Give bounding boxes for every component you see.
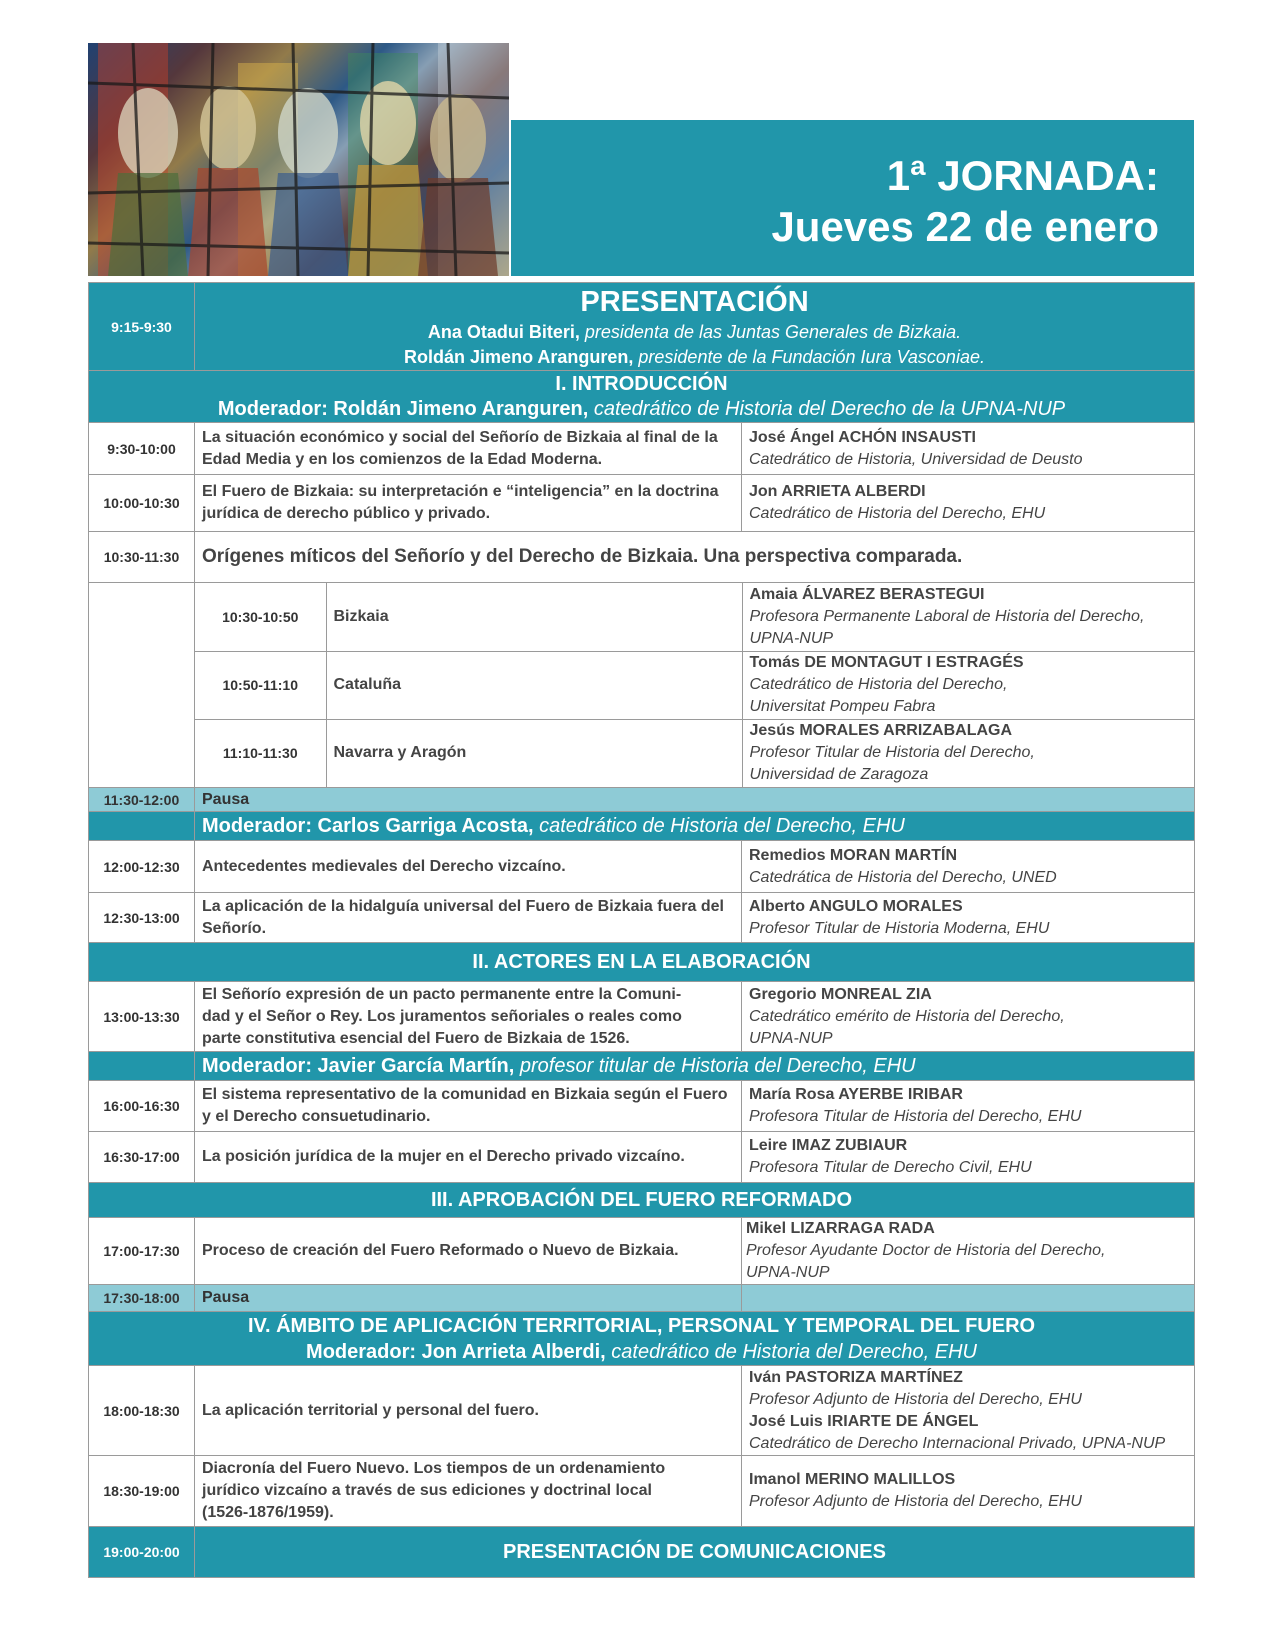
speaker-name: Remedios MORAN MARTÍN xyxy=(749,846,958,864)
speaker-affiliation: Universitat Pompeu Fabra xyxy=(749,698,936,715)
speaker-cell xyxy=(742,583,1195,651)
speaker-cell xyxy=(742,1456,1195,1527)
speaker-cell xyxy=(742,423,1195,475)
time-cell: 10:30-10:50 xyxy=(195,583,326,651)
time-cell: 18:30-19:00 xyxy=(89,1456,195,1527)
section-title: II. ACTORES EN LA ELABORACIÓN xyxy=(89,943,1195,982)
speaker-name: Alberto ANGULO MORALES xyxy=(749,897,963,915)
topic-line: dad y el Señor o Rey. Los juramentos señoriales o reales como xyxy=(202,1007,682,1025)
session-row xyxy=(89,1132,1195,1183)
section-header-1 xyxy=(89,371,1195,423)
moderator-name: Moderador: Javier García Martín, xyxy=(202,1055,515,1077)
time-cell: 19:00-20:00 xyxy=(89,1527,195,1578)
speaker-role: Catedrático de Derecho Internacional Privado, UPNA-NUP xyxy=(749,1434,1166,1452)
moderator-line xyxy=(195,1052,1195,1081)
speaker-role: Profesora Permanente Laboral de Historia del Derecho, xyxy=(749,607,1145,625)
speaker-role: Catedrática de Historia del Derecho, UNED xyxy=(749,868,1057,886)
subsession-group xyxy=(89,583,1195,788)
moderator-line xyxy=(96,397,1187,422)
speaker-role: Catedrático emérito de Historia del Derecho, xyxy=(749,1007,1065,1025)
topic-cell xyxy=(195,982,742,1052)
speaker-cell xyxy=(742,1132,1195,1183)
topic-cell: La posición jurídica de la mujer en el Derecho privado vizcaíno. xyxy=(195,1132,742,1183)
speaker-role: Profesor Adjunto de Historia del Derecho, EHU xyxy=(749,1493,1082,1510)
topic-line: (1526-1876/1959). xyxy=(202,1504,334,1521)
topic-cell: Orígenes míticos del Señorío y del Derecho de Bizkaia. Una perspectiva comparada. xyxy=(195,532,1195,583)
empty-time-cell xyxy=(89,583,195,788)
speaker-name: María Rosa AYERBE IRIBAR xyxy=(749,1086,963,1103)
speaker-affiliation: UPNA-NUP xyxy=(746,1264,830,1281)
speaker-role: Profesora Titular de Historia del Derecho, EHU xyxy=(749,1108,1082,1125)
speaker-name: Iván PASTORIZA MARTÍNEZ xyxy=(749,1368,963,1386)
speaker-name: Jesús MORALES ARRIZABALAGA xyxy=(749,722,1013,740)
time-cell: 9:15-9:30 xyxy=(89,283,195,371)
speaker-cell xyxy=(742,651,1195,719)
time-cell: 10:30-11:30 xyxy=(89,532,195,583)
topic-cell: Antecedentes medievales del Derecho vizcaíno. xyxy=(195,841,742,893)
stained-glass-photo xyxy=(88,43,509,276)
time-cell: 17:30-18:00 xyxy=(89,1285,195,1312)
stained-glass-illustration xyxy=(88,43,509,276)
speaker-name: Amaia ÁLVAREZ BERASTEGUI xyxy=(749,585,985,603)
speaker-name: Mikel LIZARRAGA RADA xyxy=(746,1220,935,1237)
time-cell: 18:00-18:30 xyxy=(89,1366,195,1456)
subsession-row xyxy=(195,583,1195,651)
presentation-cell xyxy=(195,283,1195,371)
topic-line: parte constitutiva esencial del Fuero de Bizkaia de 1526. xyxy=(202,1029,630,1047)
topic-cell: El Fuero de Bizkaia: su interpretación e “inteligencia” en la doctrina jurídica de derecho público y privado. xyxy=(195,475,742,532)
time-cell: 9:30-10:00 xyxy=(89,423,195,475)
time-cell: 16:30-17:00 xyxy=(89,1132,195,1183)
empty-time-cell xyxy=(89,1052,195,1081)
topic-cell: El sistema representativo de la comunidad en Bizkaia según el Fuero y el Derecho consuetudinario. xyxy=(195,1081,742,1132)
topic-line: jurídico vizcaíno a través de sus ediciones y doctrinal local xyxy=(202,1482,652,1499)
break-label: Pausa xyxy=(195,788,1195,812)
speaker-cell xyxy=(742,1366,1195,1456)
time-cell: 16:00-16:30 xyxy=(89,1081,195,1132)
empty-cell xyxy=(742,1285,1195,1312)
moderator-role: profesor titular de Historia del Derecho, EHU xyxy=(514,1055,916,1077)
moderator-name: Moderador: Jon Arrieta Alberdi, xyxy=(306,1340,606,1363)
section-title: PRESENTACIÓN DE COMUNICACIONES xyxy=(195,1527,1195,1578)
session-row xyxy=(89,893,1195,943)
section-header-3 xyxy=(89,1183,1195,1218)
speaker-name: Ana Otadui Biteri, xyxy=(427,321,580,342)
speaker-name: Roldán Jimeno Aranguren, xyxy=(404,346,634,367)
topic-cell: La aplicación territorial y personal del fuero. xyxy=(195,1366,742,1456)
speaker-role: Catedrático de Historia del Derecho, xyxy=(749,676,1008,693)
section-header-4 xyxy=(89,1312,1195,1366)
speaker-role: Profesor Titular de Historia Moderna, EHU xyxy=(749,919,1050,937)
session-row xyxy=(89,1218,1195,1285)
moderator-name: Moderador: Roldán Jimeno Aranguren, xyxy=(217,397,589,420)
speaker-affiliation: UPNA-NUP xyxy=(749,1029,833,1047)
subsession-cell xyxy=(195,583,1195,788)
place-cell: Cataluña xyxy=(326,651,742,719)
time-cell: 12:30-13:00 xyxy=(89,893,195,943)
title-line-1: 1ª JORNADA: xyxy=(886,152,1159,199)
speaker-role: Catedrático de Historia del Derecho, EHU xyxy=(749,505,1046,522)
moderator-row xyxy=(89,1052,1195,1081)
moderator-line xyxy=(96,1339,1187,1365)
session-row xyxy=(89,841,1195,893)
session-row xyxy=(89,1366,1195,1456)
place-cell: Navarra y Aragón xyxy=(326,719,742,787)
session-row xyxy=(89,1081,1195,1132)
empty-time-cell xyxy=(89,812,195,841)
moderator-role: catedrático de Historia del Derecho, EHU xyxy=(533,815,905,837)
speaker-cell xyxy=(742,719,1195,787)
moderator-role: catedrático de Historia del Derecho, EHU xyxy=(605,1340,977,1363)
topic-line: El Señorío expresión de un pacto permanente entre la Comuni- xyxy=(202,985,682,1003)
speaker-name: Gregorio MONREAL ZIA xyxy=(749,985,932,1003)
time-cell: 10:50-11:10 xyxy=(195,651,326,719)
moderator-line xyxy=(195,812,1195,841)
speaker-role: Profesor Adjunto de Historia del Derecho, EHU xyxy=(749,1390,1082,1408)
topic-cell: La aplicación de la hidalguía universal del Fuero de Bizkaia fuera del Señorío. xyxy=(195,893,742,943)
moderator-row xyxy=(89,812,1195,841)
speaker-role: presidenta de las Juntas Generales de Bizkaia. xyxy=(579,321,962,342)
speaker-name: Tomás DE MONTAGUT I ESTRAGÉS xyxy=(749,654,1024,671)
section-title: III. APROBACIÓN DEL FUERO REFORMADO xyxy=(89,1183,1195,1218)
speaker-name: José Ángel ACHÓN INSAUSTI xyxy=(749,428,976,446)
time-cell: 11:30-12:00 xyxy=(89,788,195,812)
break-row xyxy=(89,1285,1195,1312)
moderator-role: catedrático de Historia del Derecho de la UPNA-NUP xyxy=(588,397,1066,420)
speaker-name: José Luis IRIARTE DE ÁNGEL xyxy=(749,1412,979,1430)
topic-line: Diacronía del Fuero Nuevo. Los tiempos de un ordenamiento xyxy=(202,1460,666,1477)
moderator-name: Moderador: Carlos Garriga Acosta, xyxy=(202,815,534,837)
subsession-row xyxy=(195,651,1195,719)
time-cell: 12:00-12:30 xyxy=(89,841,195,893)
section-title: IV. ÁMBITO DE APLICACIÓN TERRITORIAL, PERSONAL Y TEMPORAL DEL FUERO xyxy=(247,1314,1036,1337)
final-row xyxy=(89,1527,1195,1578)
time-cell: 10:00-10:30 xyxy=(89,475,195,532)
section-title: I. INTRODUCCIÓN xyxy=(555,372,728,395)
session-row xyxy=(89,423,1195,475)
break-row xyxy=(89,788,1195,812)
time-cell: 13:00-13:30 xyxy=(89,982,195,1052)
session-row xyxy=(89,532,1195,583)
speaker-role: Catedrático de Historia, Universidad de Deusto xyxy=(749,450,1083,468)
speaker-cell xyxy=(742,1218,1195,1285)
speaker-role: Profesor Titular de Historia del Derecho, xyxy=(749,744,1035,762)
speaker-role: Profesora Titular de Derecho Civil, EHU xyxy=(749,1159,1032,1176)
topic-cell: Proceso de creación del Fuero Reformado o Nuevo de Bizkaia. xyxy=(195,1218,742,1285)
section-header-2 xyxy=(89,943,1195,982)
place-cell: Bizkaia xyxy=(326,583,742,651)
time-cell: 17:00-17:30 xyxy=(89,1218,195,1285)
presentation-line-1 xyxy=(202,320,1187,345)
speaker-role: Profesor Ayudante Doctor de Historia del Derecho, xyxy=(746,1242,1106,1259)
subsession-row xyxy=(195,719,1195,787)
subsession-table xyxy=(195,583,1195,787)
speaker-role: presidente de la Fundación Iura Vasconiae. xyxy=(633,346,985,367)
speaker-name: Imanol MERINO MALILLOS xyxy=(749,1471,956,1488)
section-cell xyxy=(89,371,1195,423)
presentation-line-2 xyxy=(202,345,1187,370)
speaker-cell xyxy=(742,893,1195,943)
presentation-title: PRESENTACIÓN xyxy=(580,285,809,318)
program-table xyxy=(88,282,1195,1578)
topic-cell: La situación económico y social del Señorío de Bizkaia al final de la Edad Media y en los comienzos de la Edad Moderna. xyxy=(195,423,742,475)
session-row xyxy=(89,1456,1195,1527)
break-label: Pausa xyxy=(195,1285,742,1312)
title-line-2: Jueves 22 de enero xyxy=(771,203,1159,250)
speaker-name: Leire IMAZ ZUBIAUR xyxy=(749,1137,908,1154)
speaker-affiliation: Universidad de Zaragoza xyxy=(749,766,929,784)
speaker-cell xyxy=(742,982,1195,1052)
time-cell: 11:10-11:30 xyxy=(195,719,326,787)
session-row xyxy=(89,982,1195,1052)
speaker-affiliation: UPNA-NUP xyxy=(749,629,834,647)
speaker-name: Jon ARRIETA ALBERDI xyxy=(749,483,926,500)
presentation-row xyxy=(89,283,1195,371)
title-banner xyxy=(511,120,1194,276)
session-row xyxy=(89,475,1195,532)
topic-cell xyxy=(195,1456,742,1527)
speaker-cell xyxy=(742,475,1195,532)
speaker-cell xyxy=(742,1081,1195,1132)
section-cell xyxy=(89,1312,1195,1366)
speaker-cell xyxy=(742,841,1195,893)
